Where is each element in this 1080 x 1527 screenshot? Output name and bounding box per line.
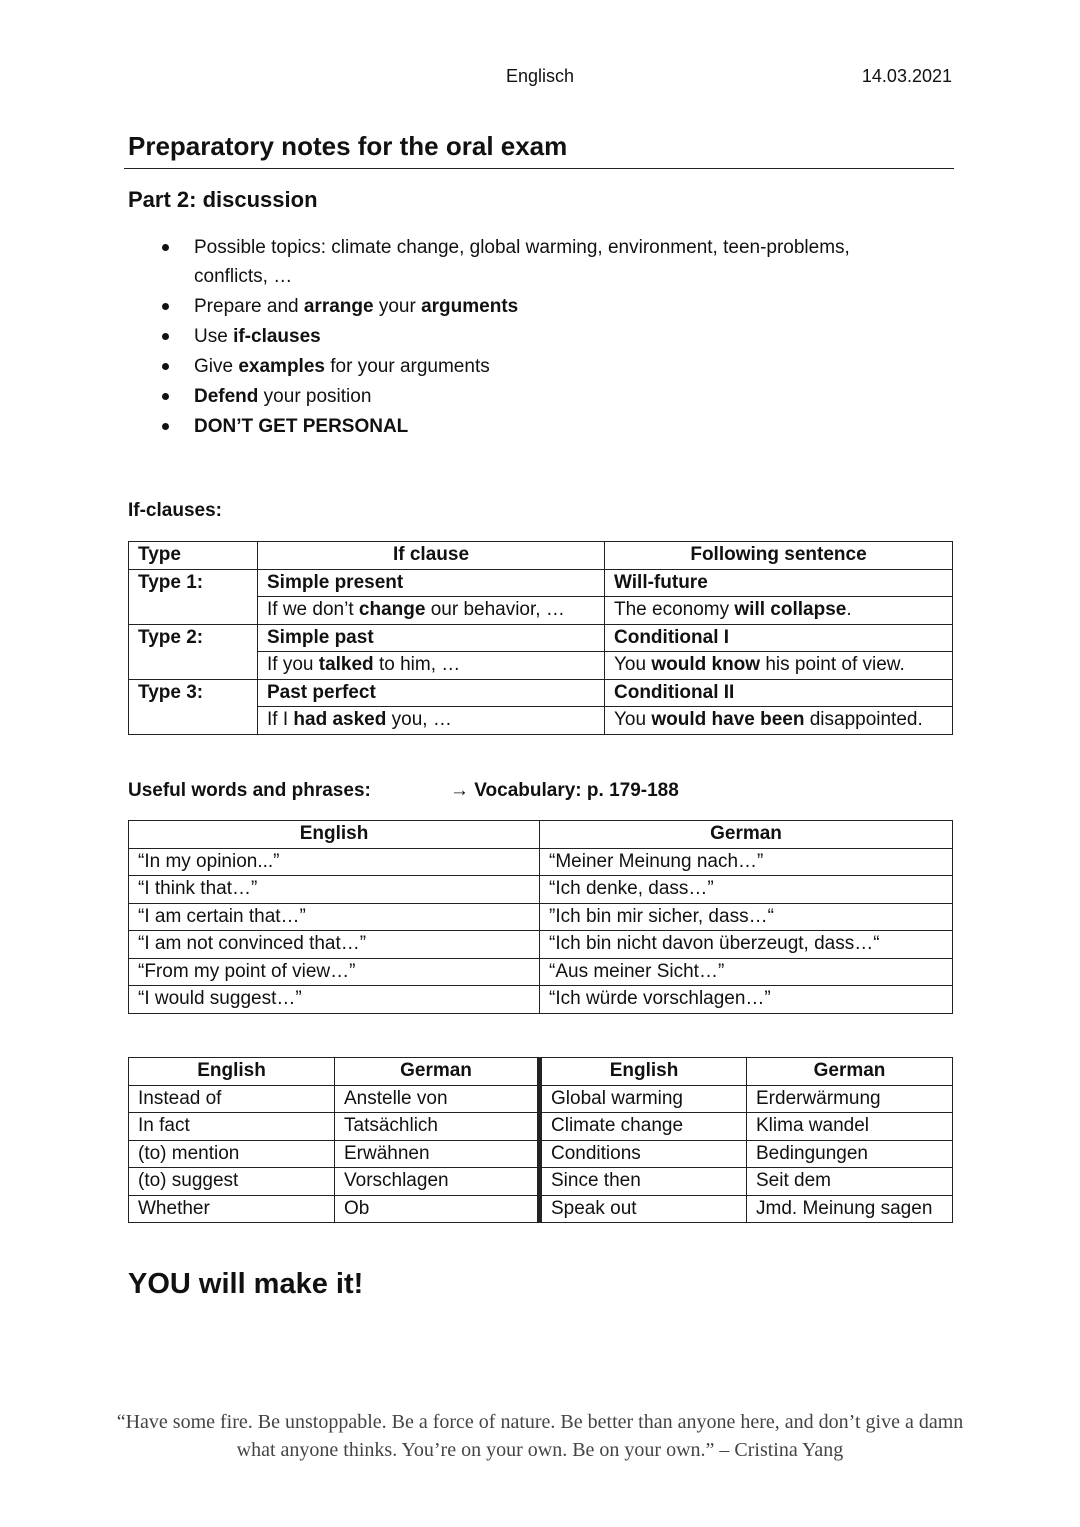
english-word: Climate change [540,1113,747,1141]
table-row [129,931,953,959]
text-run: to him, … [373,654,461,676]
column-header: German [335,1058,540,1086]
emphasized-text: examples [238,356,325,377]
header-subject: Englisch [505,66,575,86]
title-divider [124,168,954,169]
table-row [129,707,953,735]
english-word: Conditions [540,1140,747,1168]
german-word: Erderwärmung [747,1085,953,1113]
column-header: Type [129,542,258,570]
closing-quote: “Have some fire. Be unstoppable. Be a force of nature. Be better than anyone here, and don’t give a damn what anyone thinks. You’re on your own. Be on your own.” – Cristina Yang [116,1411,964,1461]
text-run: his point of view. [760,654,905,676]
example-result-cell [605,707,953,735]
header-date: 14.03.2021 [861,66,952,86]
text-run: If we don’t [267,599,359,621]
table-row [129,876,953,904]
example-result-cell [605,652,953,680]
example-if-cell [258,707,605,735]
german-phrase: “Ich bin nicht davon überzeugt, dass…“ [540,931,953,959]
vocabulary-reference: → Vocabulary: p. 179-188 [450,780,679,801]
english-phrase: “I am not convinced that…” [129,931,540,959]
german-word: Ob [335,1195,540,1223]
german-phrase: “Meiner Meinung nach…” [540,848,953,876]
german-phrase: “Ich denke, dass…” [540,876,953,904]
english-word: In fact [129,1113,335,1141]
text-run: for your arguments [324,356,490,377]
tense-cell: Past perfect [258,679,605,707]
result-tense-cell: Will-future [605,569,953,597]
text-run: You [614,654,652,676]
page-title: Preparatory notes for the oral exam [128,131,568,161]
tip-item [160,412,920,441]
column-header: If clause [258,542,605,570]
tip-item [160,352,920,381]
text-run: your [373,296,422,317]
text-run: Use [194,326,234,347]
text-run: The economy [614,599,735,621]
discussion-tips-list [160,233,920,442]
example-if-cell [258,652,605,680]
table-row [129,1168,953,1196]
text-run: If you [267,654,319,676]
table-header-row [129,542,953,570]
english-phrase: “I think that…” [129,876,540,904]
english-phrase: “I am certain that…” [129,903,540,931]
emphasized-text: had asked [293,709,387,731]
example-result-cell [605,597,953,625]
table-row [129,652,953,680]
emphasized-text: will collapse [734,599,847,621]
table-row [129,958,953,986]
text-run: If I [267,709,294,731]
german-word: Erwähnen [335,1140,540,1168]
german-word: Jmd. Meinung sagen [747,1195,953,1223]
type-label: Type 2: [129,624,258,652]
column-header: German [747,1058,953,1086]
german-phrase: “Ich würde vorschlagen…” [540,986,953,1014]
text-run: our behavior, … [425,599,565,621]
table-header-row [129,821,953,849]
english-word: Global warming [540,1085,747,1113]
table-row [129,848,953,876]
table-row [129,903,953,931]
text-run: . [846,599,852,621]
emphasized-text: if-clauses [233,326,321,347]
section-heading: Part 2: discussion [128,187,318,212]
table-header-row [129,1058,953,1086]
useful-phrases-heading: Useful words and phrases: [128,780,371,801]
tip-item [160,322,920,351]
english-word: Instead of [129,1085,335,1113]
table-row [129,1195,953,1223]
text-run: You [614,709,652,731]
emphasized-text: DON’T GET PERSONAL [194,416,409,437]
emphasized-text: arguments [421,296,519,317]
tip-item [160,382,920,411]
column-header: English [129,1058,335,1086]
text-run: Possible topics: climate change, global warming, environment, teen-problems, conflicts, … [194,237,850,287]
column-header: English [129,821,540,849]
table-row [129,1113,953,1141]
tense-cell: Simple present [258,569,605,597]
english-word: Speak out [540,1195,747,1223]
german-word: Anstelle von [335,1085,540,1113]
type-label: Type 1: [129,569,258,597]
result-tense-cell: Conditional I [605,624,953,652]
text-run: disappointed. [804,709,923,731]
column-header: German [540,821,953,849]
text-run: you, … [386,709,452,731]
german-word: Vorschlagen [335,1168,540,1196]
english-phrase: “In my opinion...” [129,848,540,876]
type-label-spacer [129,597,258,625]
german-phrase: “Aus meiner Sicht…” [540,958,953,986]
english-word: Whether [129,1195,335,1223]
english-word: Since then [540,1168,747,1196]
emphasized-text: Defend [194,386,259,407]
text-run: Prepare and [194,296,304,317]
german-word: Klima wandel [747,1113,953,1141]
emphasized-text: would know [651,654,761,676]
emphasized-text: talked [318,654,374,676]
table-row [129,1085,953,1113]
table-row [129,679,953,707]
vocabulary-table [128,1057,953,1223]
type-label-spacer [129,652,258,680]
tip-item [160,292,920,321]
if-clauses-heading: If-clauses: [128,500,222,521]
german-phrase: ”Ich bin mir sicher, dass…“ [540,903,953,931]
emphasized-text: change [358,599,426,621]
english-word: (to) suggest [129,1168,335,1196]
table-row [129,624,953,652]
emphasized-text: would have been [651,709,805,731]
table-row [129,1140,953,1168]
phrases-table [128,820,953,1014]
closing-motivation: YOU will make it! [128,1268,364,1300]
english-phrase: “I would suggest…” [129,986,540,1014]
column-header: English [540,1058,747,1086]
if-clauses-table [128,541,953,735]
table-row [129,597,953,625]
type-label: Type 3: [129,679,258,707]
emphasized-text: arrange [303,296,374,317]
table-row [129,986,953,1014]
german-word: Tatsächlich [335,1113,540,1141]
type-label-spacer [129,707,258,735]
example-if-cell [258,597,605,625]
table-row [129,569,953,597]
german-word: Bedingungen [747,1140,953,1168]
tip-item [160,233,920,291]
tense-cell: Simple past [258,624,605,652]
english-word: (to) mention [129,1140,335,1168]
text-run: Give [194,356,239,377]
german-word: Seit dem [747,1168,953,1196]
result-tense-cell: Conditional II [605,679,953,707]
text-run: your position [258,386,372,407]
column-header: Following sentence [605,542,953,570]
english-phrase: “From my point of view…” [129,958,540,986]
